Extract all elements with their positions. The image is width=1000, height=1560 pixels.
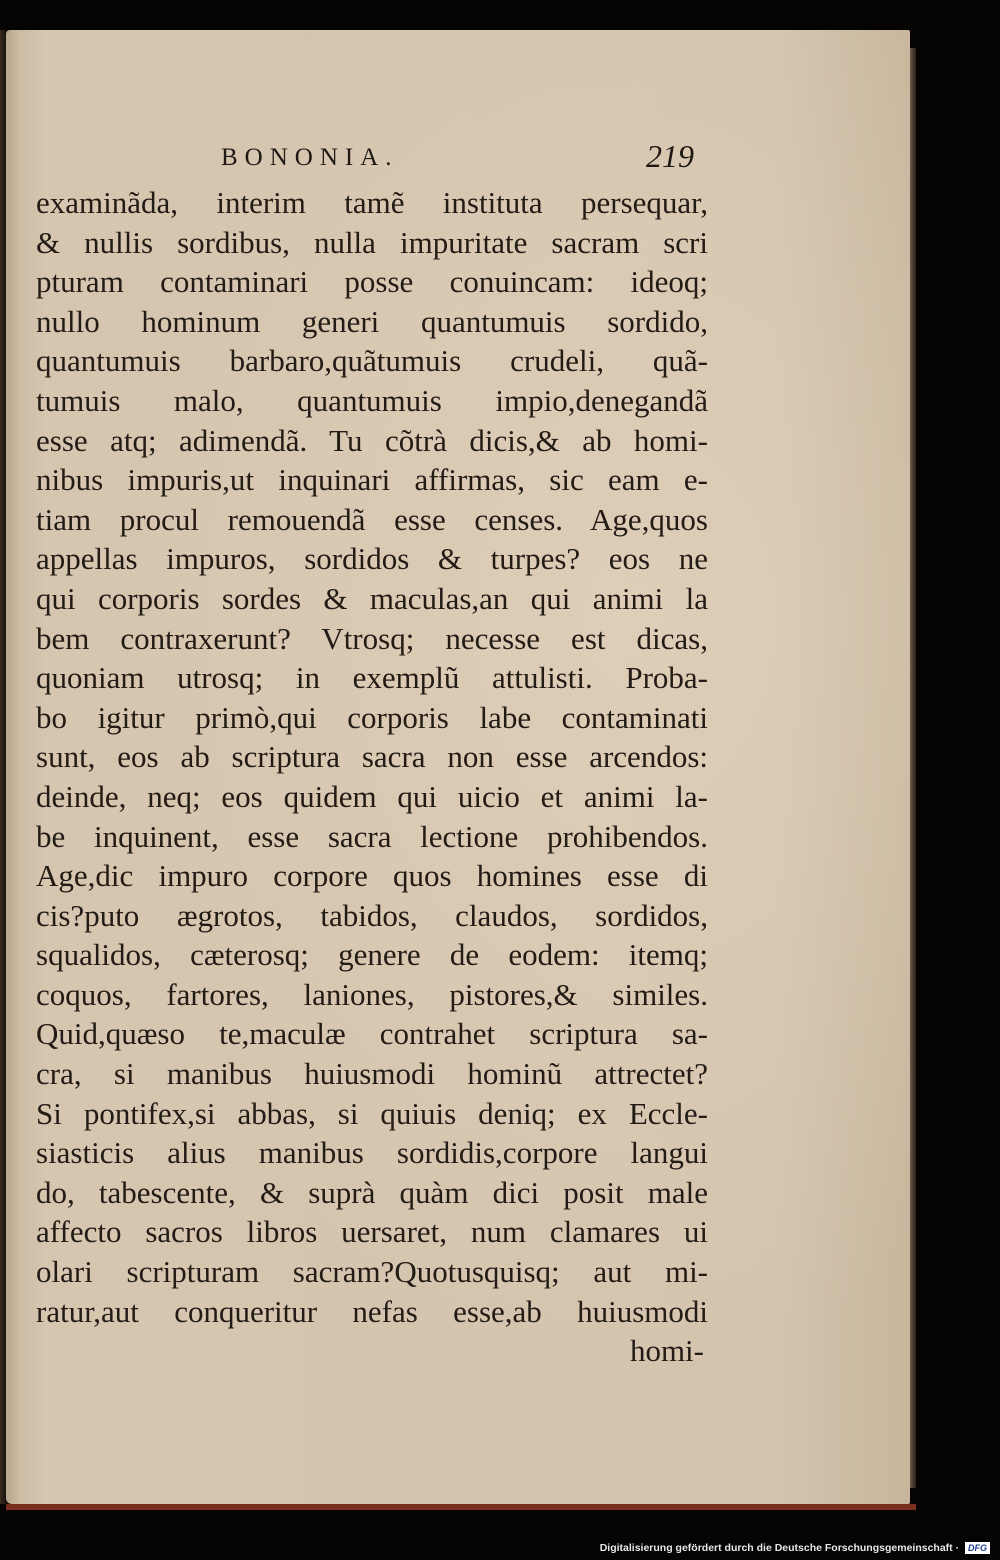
text-line: pturam contaminari posse conuincam: ideoq; xyxy=(36,264,708,300)
text-line: tumuis malo, quantumuis impio,denegandã xyxy=(36,382,708,418)
text-line: bem contraxerunt? Vtrosq; necesse est dicas, xyxy=(36,620,708,656)
text-line: deinde, neq; eos quidem qui uicio et animi la- xyxy=(36,778,708,814)
text-line: Si pontifex,si abbas, si quiuis deniq; ex Eccle- xyxy=(36,1095,708,1131)
text-line: examinãda, interim tamẽ instituta persequar, xyxy=(36,185,708,220)
body-text xyxy=(36,183,708,1371)
text-line: quantumuis barbaro,quãtumuis crudeli, quã- xyxy=(36,343,708,379)
page-number: 219 xyxy=(646,138,694,174)
text-line: Age,dic impuro corpore quos homines esse di xyxy=(36,858,708,894)
text-line: quoniam utrosq; in exemplũ attulisti. Proba- xyxy=(36,660,708,696)
text-line: coquos, fartores, laniones, pistores,& similes. xyxy=(36,976,708,1012)
page-fore-edge xyxy=(910,48,916,1488)
running-head: BONONIA. xyxy=(221,144,399,171)
dfg-logo-icon: DFG xyxy=(965,1542,990,1554)
text-line: qui corporis sordes & maculas,an qui animi la xyxy=(36,580,708,616)
text-line: bo igitur primò,qui corporis labe contaminati xyxy=(36,699,708,735)
page-header xyxy=(206,138,696,178)
book-page xyxy=(6,30,910,1504)
credit-text: Digitalisierung gefördert durch die Deutsche Forschungsgemeinschaft · xyxy=(599,1542,960,1554)
binding-edge-strip xyxy=(6,1504,916,1510)
text-line: ratur,aut conqueritur nefas esse,ab huiusmodi xyxy=(36,1293,708,1329)
text-line: olari scripturam sacram?Quotusquisq; aut mi- xyxy=(36,1254,708,1290)
text-line: & nullis sordibus, nulla impuritate sacram scri xyxy=(36,224,708,260)
text-line: esse atq; adimendã. Tu cõtrà dicis,& ab homi- xyxy=(36,422,708,458)
text-line: Quid,quæso te,maculæ contrahet scriptura sa- xyxy=(36,1016,708,1052)
text-line: nibus impuris,ut inquinari affirmas, sic eam e- xyxy=(36,462,708,498)
text-line: tiam procul remouendã esse censes. Age,quos xyxy=(36,501,708,537)
text-line: do, tabescente, & suprà quàm dici posit male xyxy=(36,1174,708,1210)
text-line: cis?puto ægrotos, tabidos, claudos, sordidos, xyxy=(36,897,708,933)
digitization-credit xyxy=(600,1542,990,1554)
catchword: homi- xyxy=(629,1333,704,1369)
text-line: sunt, eos ab scriptura sacra non esse arcendos: xyxy=(36,739,708,775)
text-line: be inquinent, esse sacra lectione prohibendos. xyxy=(36,818,708,854)
text-line: nullo hominum generi quantumuis sordido, xyxy=(36,303,708,339)
text-line: affecto sacros libros uersaret, num clamares ui xyxy=(36,1214,708,1250)
text-line: appellas impuros, sordidos & turpes? eos ne xyxy=(36,541,708,577)
text-line: siasticis alius manibus sordidis,corpore langui xyxy=(36,1135,708,1171)
text-line: cra, si manibus huiusmodi hominũ attrectet? xyxy=(36,1056,708,1092)
text-line: squalidos, cæterosq; genere de eodem: itemq; xyxy=(36,937,708,973)
